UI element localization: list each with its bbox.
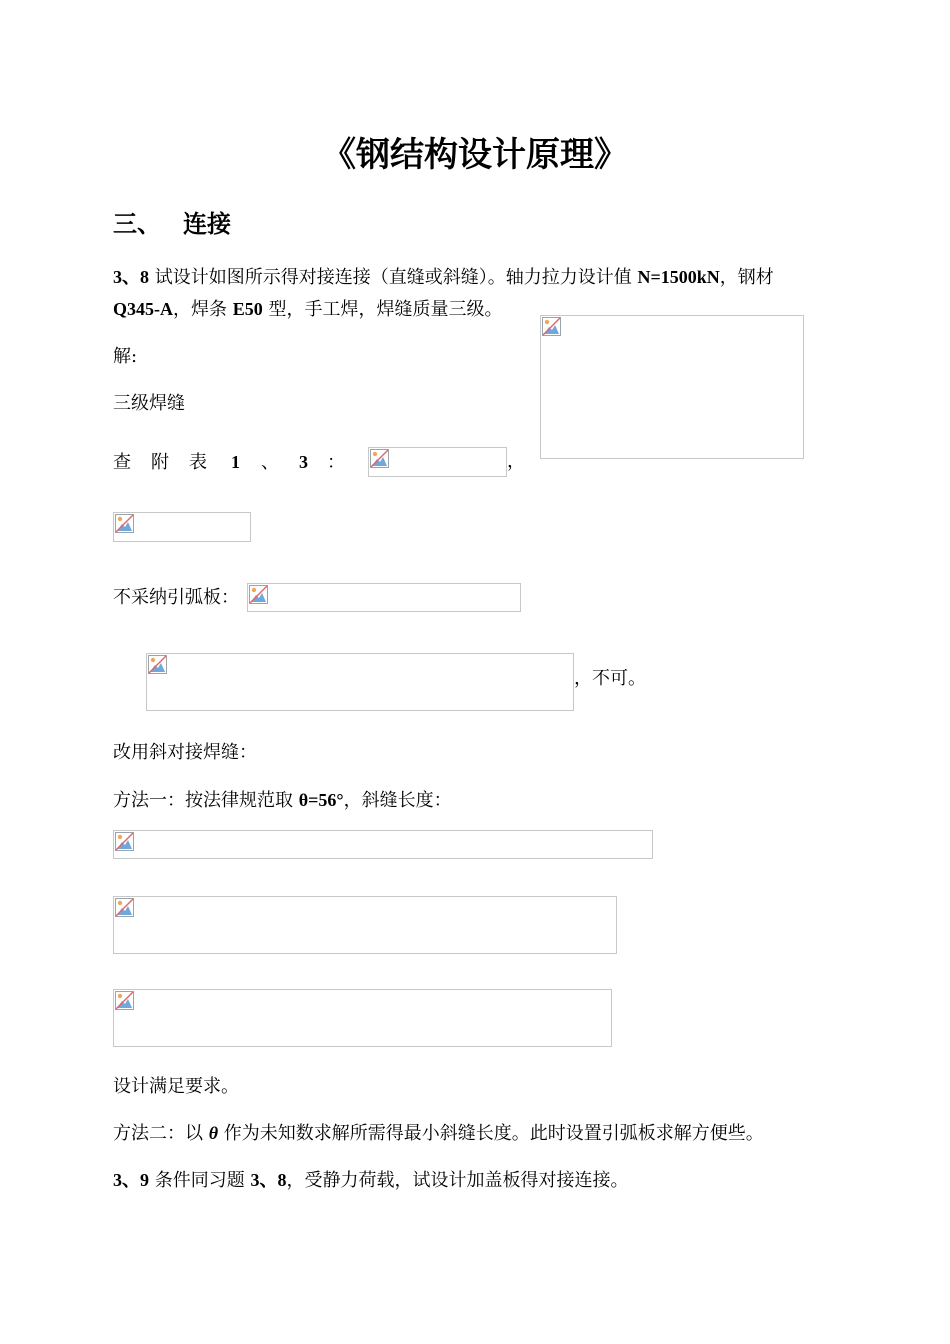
formula-image-ftw [368, 447, 507, 477]
section-heading [113, 204, 231, 239]
weld-grade-text: 三级焊缝 [113, 393, 185, 414]
method-two-suffix: 作为未知数求解所需得最小斜缝长度。此时设置引弧板求解方便些。 [218, 1123, 764, 1144]
method-one-prefix: 方法一：按法律规范取 [113, 790, 299, 811]
broken-image-icon [542, 317, 561, 336]
theta-value: θ=56° [298, 790, 344, 810]
lookup-line [113, 446, 347, 479]
electrode-type: E50 [232, 299, 263, 319]
steel-grade: Q345-A [113, 299, 173, 319]
formula-image-normal-stress [113, 896, 617, 954]
figure-image [540, 315, 804, 459]
formula-image-shear-stress [113, 989, 612, 1047]
broken-image-icon [115, 514, 134, 533]
method-two-line [113, 1117, 764, 1150]
problem-text-end: 型，手工焊，焊缝质量三级。 [262, 299, 503, 320]
lookup-char: ： [327, 452, 345, 473]
axial-force-value: N=1500kN [637, 267, 720, 287]
method-one-line [113, 784, 452, 817]
formula-image-weld-length [247, 583, 521, 612]
lookup-char: 表 [189, 452, 207, 473]
broken-image-icon [249, 585, 268, 604]
lookup-char: 3 [299, 452, 308, 472]
lookup-comma: ， [507, 451, 525, 472]
problem-3-8-line1 [113, 261, 774, 294]
lookup-char: 查 [113, 452, 131, 473]
formula-image-fvw [113, 512, 251, 542]
problem-3-9-line [113, 1164, 628, 1197]
document-title: 《钢结构设计原理》 [322, 135, 628, 175]
broken-image-icon [115, 898, 134, 917]
method-one-suffix: ，斜缝长度： [343, 790, 452, 811]
section-number: 三、 [113, 210, 161, 238]
lookup-char: 附 [151, 452, 169, 473]
problem-number: 3、9 [113, 1170, 149, 1190]
method-two-prefix: 方法二：以 [113, 1123, 209, 1144]
no-runoff-label: 不采纳引弧板： [113, 587, 239, 608]
problem-reference: 3、8 [250, 1170, 287, 1190]
design-satisfied-text: 设计满足要求。 [113, 1076, 239, 1097]
solution-label: 解: [113, 346, 138, 367]
problem-text: 条件同习题 [149, 1170, 251, 1191]
not-ok-text: ，不可。 [574, 668, 646, 689]
problem-number: 3、8 [113, 267, 149, 287]
formula-image-oblique-length [113, 830, 653, 859]
problem-3-8-line2 [113, 293, 502, 326]
lookup-char: 1 [231, 452, 240, 472]
formula-image-stress-check [146, 653, 574, 711]
broken-image-icon [148, 655, 167, 674]
lookup-char: 、 [261, 452, 279, 473]
broken-image-icon [115, 991, 134, 1010]
problem-text-end: ，钢材 [719, 267, 774, 288]
switch-to-oblique-weld: 改用斜对接焊缝： [113, 742, 257, 763]
problem-text: ，焊条 [173, 299, 233, 320]
broken-image-icon [115, 832, 134, 851]
section-name: 连接 [183, 210, 231, 238]
problem-text: 试设计如图所示得对接连接（直缝或斜缝）。轴力拉力设计值 [149, 267, 638, 288]
problem-text-end: ，受静力荷载，试设计加盖板得对接连接。 [286, 1170, 629, 1191]
broken-image-icon [370, 449, 389, 468]
theta-symbol: θ [208, 1123, 219, 1143]
